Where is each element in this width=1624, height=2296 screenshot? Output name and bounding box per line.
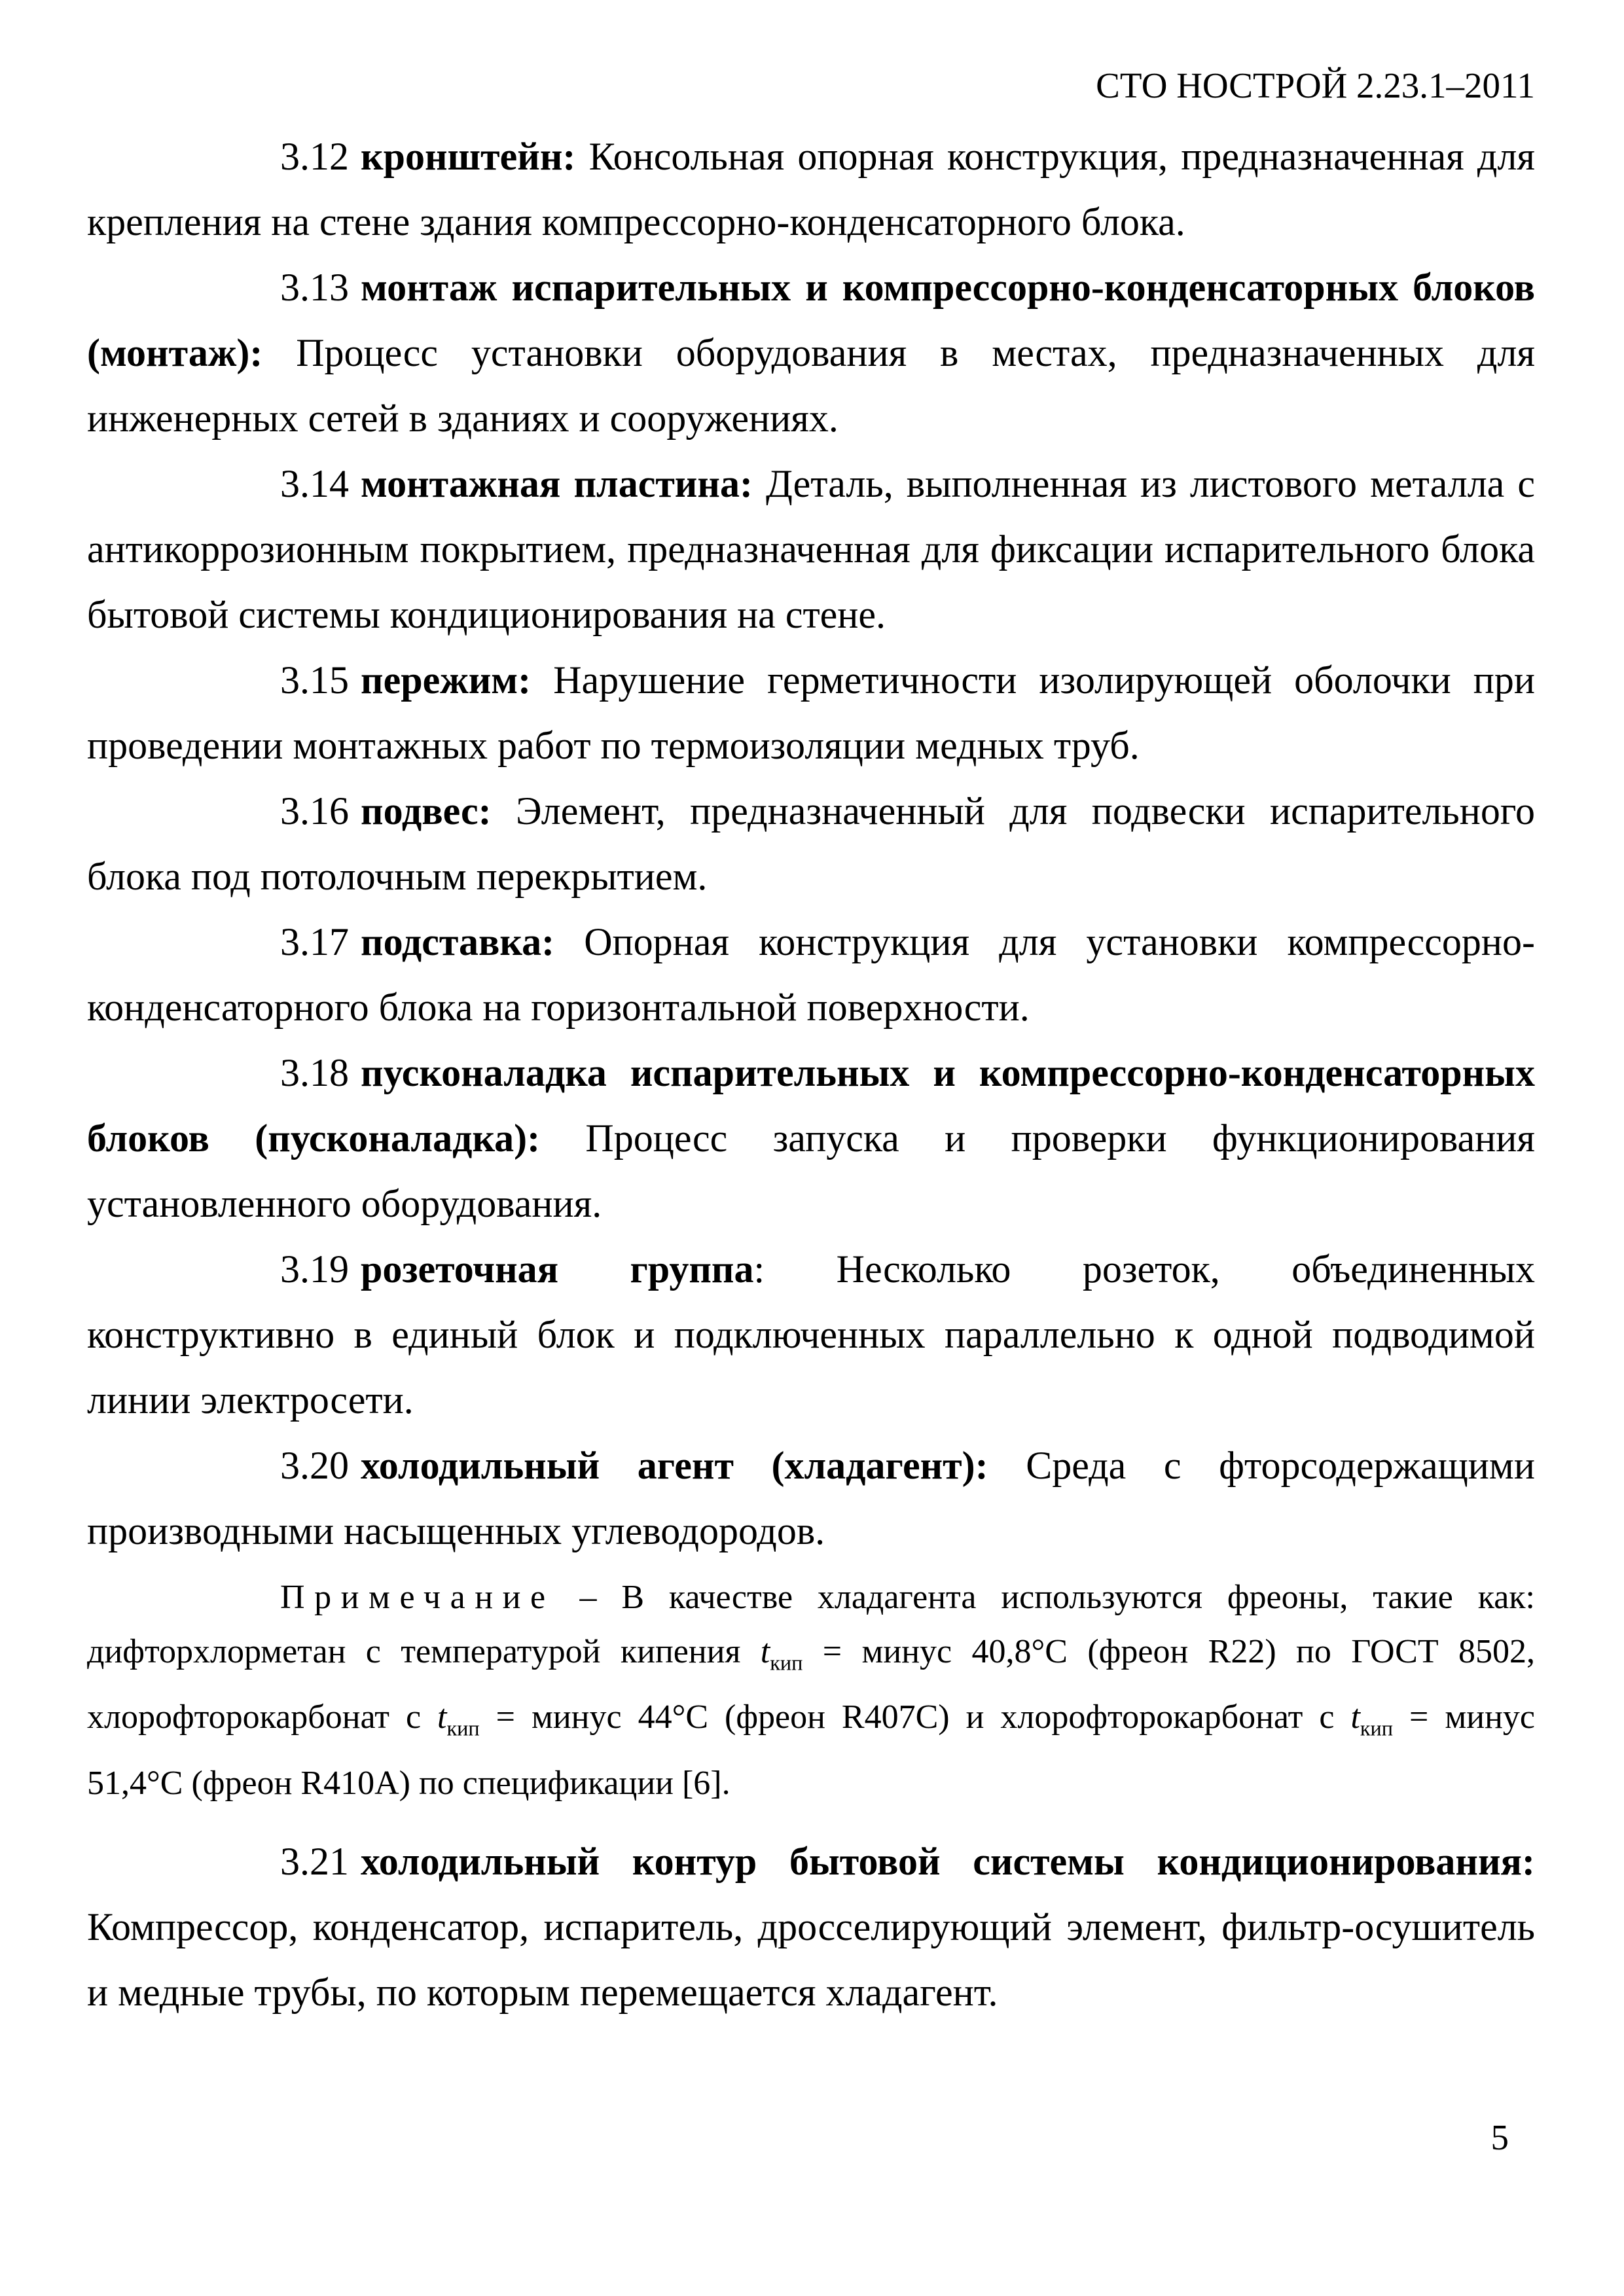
note-label: Примечание bbox=[280, 1579, 555, 1616]
t-boiling-symbol: t bbox=[760, 1633, 770, 1670]
term-number: 3.13 bbox=[280, 266, 349, 309]
term-title: монтаж испарительных и компрессорно-конденсаторных блоков (монтаж): bbox=[87, 266, 1535, 374]
term-definition: Среда с фторсодержащими производными насыщенных углеводородов. bbox=[87, 1444, 1535, 1552]
note-text: – В качестве хладагента используются фреоны, такие как: дифторхлорметан с температурой кипения bbox=[87, 1579, 1535, 1670]
term-number: 3.19 bbox=[280, 1247, 349, 1291]
term-definition: Компрессор, конденсатор, испаритель, дросселирующий элемент, фильтр-осушитель и медные трубы, по которым перемещается хладагент. bbox=[87, 1905, 1535, 2014]
t-boiling-subscript: кип bbox=[446, 1716, 480, 1740]
term-number: 3.18 bbox=[280, 1051, 349, 1094]
term-definition: Процесс установки оборудования в местах, предназначенных для инженерных сетей в зданиях и сооружениях. bbox=[87, 331, 1535, 440]
term-paragraph-3-20 bbox=[87, 1433, 1535, 1564]
term-title: подвес: bbox=[361, 789, 492, 833]
term-title: монтажная пластина: bbox=[361, 462, 753, 505]
note-text: = минус 40,8°С (фреон R22) по ГОСТ 8502, хлорофторокарбонат с bbox=[87, 1633, 1535, 1736]
term-number: 3.17 bbox=[280, 920, 349, 963]
term-paragraph-3-16 bbox=[87, 778, 1535, 909]
term-title: подставка: bbox=[361, 920, 555, 963]
term-paragraph-3-17 bbox=[87, 909, 1535, 1040]
t-boiling-symbol: t bbox=[1350, 1698, 1360, 1736]
term-definition: Элемент, предназначенный для подвески испарительного блока под потолочным перекрытием. bbox=[87, 789, 1535, 898]
term-definition: : Несколько розеток, объединенных конструктивно в единый блок и подключенных параллельно к одной подводимой линии электросети. bbox=[87, 1247, 1535, 1422]
note-text: = минус 44°С (фреон R407C) и хлорофторокарбонат с bbox=[479, 1698, 1351, 1736]
term-number: 3.20 bbox=[280, 1444, 349, 1487]
term-title: розеточная группа bbox=[361, 1247, 754, 1291]
term-title: холодильный агент (хладагент): bbox=[361, 1444, 988, 1487]
term-paragraph-3-15 bbox=[87, 647, 1535, 778]
term-number: 3.14 bbox=[280, 462, 349, 505]
term-paragraph-3-18 bbox=[87, 1040, 1535, 1236]
term-number: 3.21 bbox=[280, 1839, 349, 1883]
document-body bbox=[87, 124, 1535, 2025]
term-title: холодильный контур бытовой системы кондиционирования: bbox=[361, 1839, 1535, 1883]
term-definition: Процесс запуска и проверки функционирования установленного оборудования. bbox=[87, 1117, 1535, 1225]
term-number: 3.12 bbox=[280, 135, 349, 178]
term-definition: Опорная конструкция для установки компрессорно-конденсаторного блока на горизонтальной поверхности. bbox=[87, 920, 1535, 1029]
term-definition: Нарушение герметичности изолирующей оболочки при проведении монтажных работ по термоизоляции медных труб. bbox=[87, 658, 1535, 767]
page-number: 5 bbox=[1490, 2117, 1509, 2157]
term-number: 3.15 bbox=[280, 658, 349, 702]
term-number: 3.16 bbox=[280, 789, 349, 833]
term-paragraph-3-21 bbox=[87, 1829, 1535, 2025]
t-boiling-symbol: t bbox=[437, 1698, 447, 1736]
t-boiling-subscript: кип bbox=[1360, 1716, 1394, 1740]
term-paragraph-3-19 bbox=[87, 1236, 1535, 1433]
term-paragraph-3-12 bbox=[87, 124, 1535, 255]
term-definition: Консольная опорная конструкция, предназначенная для крепления на стене здания компрессорно-конденсаторного блока. bbox=[87, 135, 1535, 243]
note-text: = минус 51,4°С (фреон R410A) по спецификации [6]. bbox=[87, 1698, 1535, 1802]
term-title: пусконаладка испарительных и компрессорно-конденсаторных блоков (пусконаладка): bbox=[87, 1051, 1535, 1160]
document-code-header: СТО НОСТРОЙ 2.23.1–2011 bbox=[1096, 65, 1535, 105]
term-definition: Деталь, выполненная из листового металла с антикоррозионным покрытием, предназначенная для фиксации испарительного блока бытовой системы кондиционирования на стене. bbox=[87, 462, 1536, 636]
term-title: кронштейн: bbox=[361, 135, 576, 178]
term-title: пережим: bbox=[361, 658, 532, 702]
t-boiling-subscript: кип bbox=[770, 1651, 803, 1675]
note-paragraph bbox=[87, 1570, 1535, 1810]
term-paragraph-3-13 bbox=[87, 255, 1535, 451]
term-paragraph-3-14 bbox=[87, 451, 1535, 647]
